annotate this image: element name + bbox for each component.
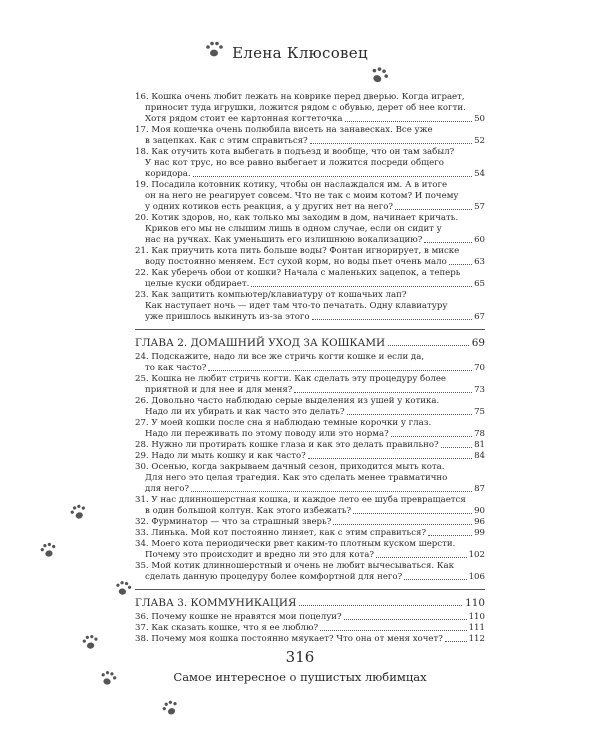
toc-entry-text: нас на ручках. Как уменьшить его излишнюю вокализацию? [145,235,423,245]
leader-dots [320,630,467,631]
toc-entry-text: Надо ли их убирать и как часто это делать? [145,407,345,417]
toc-entry[interactable] [135,268,485,290]
toc-entry-text: целые куски обдирает. [145,279,250,289]
toc-entry-line: приносит туда игрушки, ложится рядом с обувью, дерет об нее когти. [145,103,466,113]
toc-entry-line: 22. Как уберечь обои от кошки? Начала с маленьких зацепок, а теперь [135,268,461,278]
toc-entry-text: 36. Почему кошке не нравятся мои поцелуи? [135,612,342,622]
toc-entry[interactable] [135,495,485,517]
toc-entry-text: 29. Надо ли мыть кошку и как часто? [135,451,306,461]
leader-dots [404,579,466,580]
paw-print-icon [68,502,88,522]
toc-entry-text: Надо ли переживать по этому поводу или это норма? [145,429,389,439]
page-number: 316 [285,648,315,666]
toc-entry-line: 35. Мой котик длинношерстный и очень не любит вычесываться. Как [135,561,454,571]
toc-entry-text: сделать данную процедуру более комфортной для него? [145,572,403,582]
toc-entry-text: Почему это происходит и вредно ли это для кота? [145,550,374,560]
chapter-title: ГЛАВА 2. ДОМАШНИЙ УХОД ЗА КОШКАМИ [135,337,386,349]
leader-dots [449,264,472,265]
leader-dots [376,557,467,558]
toc-entry-last-line [135,114,485,125]
toc-entry-page: 65 [474,279,485,289]
toc-section-chapter1-tail [135,92,485,323]
toc-entry-text: то как часто? [145,363,207,373]
running-header-author: Елена Клюсовец [232,44,368,62]
toc-entry-last-line [135,517,485,528]
toc-entry-line: Криков его мы не слышим лишь в одном случае, если он сидит у [145,224,442,234]
toc-entry-page: 99 [474,528,485,538]
toc-entry[interactable] [135,462,485,495]
toc-entry-page: 90 [474,506,485,516]
toc-entry-last-line [135,235,485,246]
toc-entry-page: 67 [474,312,485,322]
toc-entry-text: Хотя рядом стоит ее картонная когтеточка [145,114,343,124]
leader-dots [388,345,469,346]
toc-entry[interactable] [135,517,485,528]
toc-entry[interactable] [135,352,485,374]
toc-entry-last-line [135,407,485,418]
leader-dots [353,513,472,514]
toc-entry-line: 21. Как приучить кота пить больше воды? Фонтан игнорирует, в миске [135,246,460,256]
leader-dots [193,176,472,177]
toc-entry-text: приятной и для нее и для меня? [145,385,293,395]
toc-entry-line: 20. Котик здоров, но, как только мы заходим в дом, начинает кричать. [135,213,459,223]
toc-entry[interactable] [135,147,485,180]
toc-entry-last-line [135,612,485,623]
chapter-title: ГЛАВА 3. КОММУНИКАЦИЯ [135,597,297,609]
toc-entry-text: уже пришлось выкинуть из-за этого [145,312,310,322]
toc-entry-page: 78 [474,429,485,439]
toc-entry-line: 17. Моя кошечка очень полюбила висеть на занавесках. Все уже [135,125,433,135]
toc-entry[interactable] [135,246,485,268]
toc-entry[interactable] [135,418,485,440]
toc-entry-page: 57 [474,202,485,212]
toc-entry-page: 52 [474,136,485,146]
leader-dots [308,458,472,459]
toc-entry-page: 54 [474,169,485,179]
toc-entry[interactable] [135,561,485,583]
leader-dots [391,436,472,437]
toc-entry[interactable] [135,290,485,323]
chapter-page: 69 [471,337,485,349]
toc-entry-last-line [135,484,485,495]
toc-entry-page: 63 [474,257,485,267]
toc-entry-text: 38. Почему моя кошка постоянно мяукает? Что она от меня хочет? [135,634,443,644]
divider [135,329,485,330]
toc-entry-page: 73 [474,385,485,395]
toc-entry-last-line [135,202,485,213]
toc-entry-last-line [135,528,485,539]
toc-entry-line: У нас кот трус, но все равно выбегает и ложится посреди общего [145,158,444,168]
toc-entry-page: 106 [468,572,485,582]
toc-entry[interactable] [135,396,485,418]
leader-dots [347,414,472,415]
toc-entry-page: 96 [474,517,485,527]
toc-entry-last-line [135,279,485,290]
toc-section-chapter3 [135,612,485,645]
toc-chapter-heading[interactable] [135,338,485,349]
toc-entry[interactable] [135,623,485,634]
toc-entry[interactable] [135,92,485,125]
paw-print-icon [38,540,58,560]
toc-entry-line: Как наступает ночь — идет там что-то печатать. Одну клавиатуру [145,301,448,311]
toc-entry[interactable] [135,125,485,147]
paw-print-icon [113,578,133,598]
paw-print-icon [160,698,180,718]
leader-dots [208,370,472,371]
table-of-contents [135,92,485,645]
toc-entry-page: 75 [474,407,485,417]
toc-entry-last-line [135,440,485,451]
toc-entry-text: коридора. [145,169,191,179]
toc-entry-text: в один большой колтун. Как этого избежать? [145,506,352,516]
toc-entry-line: 16. Кошка очень любит лежать на коврике перед дверью. Когда играет, [135,92,465,102]
toc-entry-last-line [135,572,485,583]
leader-dots [294,392,472,393]
toc-entry[interactable] [135,451,485,462]
toc-chapter-heading[interactable] [135,598,485,609]
toc-entry-page: 50 [474,114,485,124]
toc-entry-page: 102 [468,550,485,560]
toc-entry-page: 112 [468,634,485,644]
leader-dots [424,242,472,243]
leader-dots [428,535,472,536]
leader-dots [191,491,472,492]
toc-entry-page: 60 [474,235,485,245]
toc-entry-text: 33. Линька. Мой кот постоянно линяет, как с этим справиться? [135,528,427,538]
toc-entry[interactable] [135,612,485,623]
toc-entry-page: 110 [468,612,485,622]
leader-dots [310,143,472,144]
toc-entry-last-line [135,363,485,374]
toc-entry[interactable] [135,180,485,213]
toc-entry-text: 37. Как сказать кошке, что я ее люблю? [135,623,319,633]
toc-entry[interactable] [135,539,485,561]
running-footer-title: Самое интересное о пушистых любимцах [173,670,427,684]
toc-entry-page: 84 [474,451,485,461]
toc-entry-line: 30. Осенью, когда закрываем дачный сезон, приходится мыть кота. [135,462,445,472]
toc-entry[interactable] [135,213,485,246]
divider [135,589,485,590]
chapter-page: 110 [465,597,485,609]
toc-entry-line: 27. У моей кошки после сна я наблюдаю темные корочки у глаз. [135,418,432,428]
toc-entry-last-line [135,623,485,634]
leader-dots [312,319,472,320]
toc-entry-text: 28. Нужно ли протирать кошке глаза и как это делать правильно? [135,440,439,450]
toc-entry-last-line [135,312,485,323]
toc-entry-last-line [135,550,485,561]
toc-entry-line: 31. У нас длинношерстная кошка, и каждое лето ее шуба превращается [135,495,466,505]
leader-dots [345,121,473,122]
toc-entry-text: 32. Фурминатор — что за страшный зверь? [135,517,332,527]
toc-entry-last-line [135,429,485,440]
toc-entry-last-line [135,506,485,517]
leader-dots [445,641,467,642]
toc-section-chapter2 [135,352,485,583]
toc-entry[interactable] [135,528,485,539]
leader-dots [299,605,462,606]
toc-entry[interactable] [135,374,485,396]
toc-entry-line: 18. Как отучить кота выбегать в подъезд и вообще, что он там забыл? [135,147,455,157]
toc-entry-last-line [135,385,485,396]
toc-entry-text: в зацепках. Как с этим справиться? [145,136,308,146]
toc-entry-page: 87 [474,484,485,494]
toc-entry-text: у одних котиков есть реакция, а у других нет на него? [145,202,393,212]
toc-entry-line: 25. Кошка не любит стричь когти. Как сделать эту процедуру более [135,374,446,384]
toc-entry-line: он на него не реагирует совсем. Что не так с моим котом? И почему [145,191,459,201]
toc-entry-line: 24. Подскажите, надо ли все же стричь когти кошке и если да, [135,352,425,362]
toc-entry-last-line [135,136,485,147]
toc-entry[interactable] [135,634,485,645]
toc-entry-line: 34. Моего кота периодически рвет каким-то плотным куском шерсти. [135,539,456,549]
toc-entry-last-line [135,451,485,462]
leader-dots [251,286,472,287]
toc-entry-last-line [135,169,485,180]
toc-entry-line: Для него это целая трагедия. Как это сделать менее травматично [145,473,448,483]
leader-dots [441,447,472,448]
toc-entry-page: 70 [474,363,485,373]
leader-dots [344,619,467,620]
toc-entry[interactable] [135,440,485,451]
toc-entry-line: 26. Довольно часто наблюдаю серые выделения из ушей у котика. [135,396,440,406]
toc-entry-page: 111 [468,623,485,633]
toc-entry-text: воду постоянно меняем. Ест сухой корм, но воды пьет очень мало [145,257,447,267]
paw-print-icon [368,64,390,86]
toc-entry-last-line [135,257,485,268]
toc-entry-last-line [135,634,485,645]
leader-dots [333,524,472,525]
toc-entry-page: 81 [474,440,485,450]
toc-entry-line: 19. Посадила котовник котику, чтобы он наслаждался им. А в итоге [135,180,448,190]
toc-entry-line: 23. Как защитить компьютер/клавиатуру от кошачьих лап? [135,290,407,300]
toc-entry-text: для него? [145,484,190,494]
leader-dots [395,209,472,210]
